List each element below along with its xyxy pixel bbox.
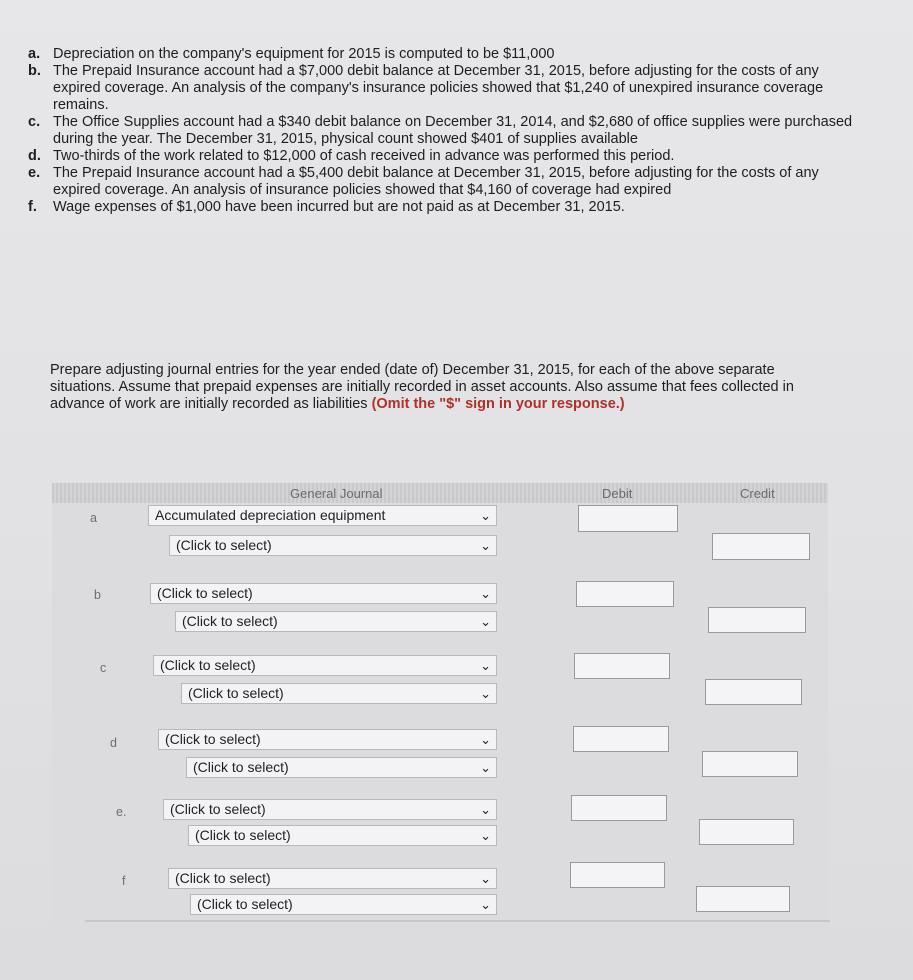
problem-item-b xyxy=(28,63,858,114)
credit-amount-e[interactable] xyxy=(699,819,794,845)
journal-header xyxy=(52,483,828,503)
debit-header: Debit xyxy=(602,486,633,501)
debit-amount-d[interactable] xyxy=(573,726,669,752)
problem-item-c xyxy=(28,114,858,148)
item-text: The Prepaid Insurance account had a $5,400 debit balance at December 31, 2015, before adjusting for the costs of any expired coverage. An analysis of insurance policies showed that $4,160 of coverage had expired xyxy=(53,165,819,198)
chevron-down-icon: ⌄ xyxy=(480,508,491,523)
select-value: (Click to select) xyxy=(165,731,261,747)
chevron-down-icon: ⌄ xyxy=(480,760,491,775)
problem-item-d xyxy=(28,148,858,165)
select-value: (Click to select) xyxy=(176,537,272,553)
divider xyxy=(85,920,830,922)
problem-item-a xyxy=(28,46,858,63)
row-label-c: c xyxy=(100,661,107,675)
row-label-f: f xyxy=(122,874,126,888)
item-letter: e. xyxy=(28,165,41,181)
credit-amount-f[interactable] xyxy=(696,886,790,912)
select-value: (Click to select) xyxy=(188,685,284,701)
chevron-down-icon: ⌄ xyxy=(480,897,491,912)
credit-account-select-a[interactable] xyxy=(169,535,497,556)
chevron-down-icon: ⌄ xyxy=(480,828,491,843)
item-text: Two-thirds of the work related to $12,000 of cash received in advance was performed this period. xyxy=(53,148,675,164)
chevron-down-icon: ⌄ xyxy=(480,586,491,601)
credit-amount-b[interactable] xyxy=(708,607,806,633)
debit-amount-a[interactable] xyxy=(578,505,678,532)
debit-amount-c[interactable] xyxy=(574,653,670,679)
debit-account-select-f[interactable] xyxy=(168,868,497,889)
credit-amount-d[interactable] xyxy=(702,751,798,777)
item-letter: d. xyxy=(28,148,41,164)
credit-account-select-b[interactable] xyxy=(175,611,497,632)
debit-account-select-b[interactable] xyxy=(150,583,497,604)
chevron-down-icon: ⌄ xyxy=(480,802,491,817)
debit-account-select-a[interactable] xyxy=(148,505,497,526)
problem-items xyxy=(28,46,858,216)
row-label-e: e. xyxy=(116,805,127,819)
chevron-down-icon: ⌄ xyxy=(480,614,491,629)
debit-account-select-d[interactable] xyxy=(158,729,497,750)
problem-item-e xyxy=(28,165,858,199)
item-letter: a. xyxy=(28,46,41,62)
item-text: The Prepaid Insurance account had a $7,000 debit balance at December 31, 2015, before adjusting for the costs of any expired coverage. An analysis of the company's insurance policies showed that $1,240 of unexpired insurance coverage remains. xyxy=(53,63,824,113)
credit-header: Credit xyxy=(740,486,775,501)
select-value: Accumulated depreciation equipment xyxy=(155,507,386,523)
debit-amount-f[interactable] xyxy=(570,862,665,888)
general-journal-header: General Journal xyxy=(290,486,383,501)
chevron-down-icon: ⌄ xyxy=(480,732,491,747)
credit-amount-a[interactable] xyxy=(712,533,810,560)
credit-account-select-c[interactable] xyxy=(181,683,497,704)
select-value: (Click to select) xyxy=(197,896,293,912)
select-value: (Click to select) xyxy=(157,585,253,601)
item-text: The Office Supplies account had a $340 debit balance on December 31, 2014, and $2,680 of office supplies were purchased during the year. The December 31, 2015, physical count showed $401 of supplies available xyxy=(53,114,853,147)
credit-account-select-e[interactable] xyxy=(188,825,497,846)
select-value: (Click to select) xyxy=(175,870,271,886)
instructions xyxy=(50,362,830,413)
row-label-a: a xyxy=(90,511,97,525)
item-text: Wage expenses of $1,000 have been incurred but are not paid as at December 31, 2015. xyxy=(53,199,625,215)
item-letter: f. xyxy=(28,199,37,215)
chevron-down-icon: ⌄ xyxy=(480,871,491,886)
select-value: (Click to select) xyxy=(182,613,278,629)
item-letter: c. xyxy=(28,114,41,130)
select-value: (Click to select) xyxy=(195,827,291,843)
credit-account-select-d[interactable] xyxy=(186,757,497,778)
select-value: (Click to select) xyxy=(193,759,289,775)
chevron-down-icon: ⌄ xyxy=(480,538,491,553)
debit-amount-e[interactable] xyxy=(571,795,667,821)
chevron-down-icon: ⌄ xyxy=(480,686,491,701)
select-value: (Click to select) xyxy=(170,801,266,817)
debit-account-select-c[interactable] xyxy=(153,655,497,676)
row-label-b: b xyxy=(94,588,101,602)
instructions-emphasis: (Omit the "$" sign in your response.) xyxy=(371,396,625,412)
general-journal-table xyxy=(52,483,828,928)
item-text: Depreciation on the company's equipment for 2015 is computed to be $11,000 xyxy=(53,46,555,62)
debit-account-select-e[interactable] xyxy=(163,799,497,820)
problem-item-f xyxy=(28,199,858,216)
debit-amount-b[interactable] xyxy=(576,581,674,607)
chevron-down-icon: ⌄ xyxy=(480,658,491,673)
credit-amount-c[interactable] xyxy=(705,679,802,705)
item-letter: b. xyxy=(28,63,41,79)
instructions-text: Prepare adjusting journal entries for the year ended (date of) December 31, 2015, for each of the above separate situations. Assume that prepaid expenses are initially recorded in asset accounts. Also assume that fees collected in advance of work are initially recorded as liabilities xyxy=(50,362,794,412)
credit-account-select-f[interactable] xyxy=(190,894,497,915)
row-label-d: d xyxy=(110,736,117,750)
select-value: (Click to select) xyxy=(160,657,256,673)
